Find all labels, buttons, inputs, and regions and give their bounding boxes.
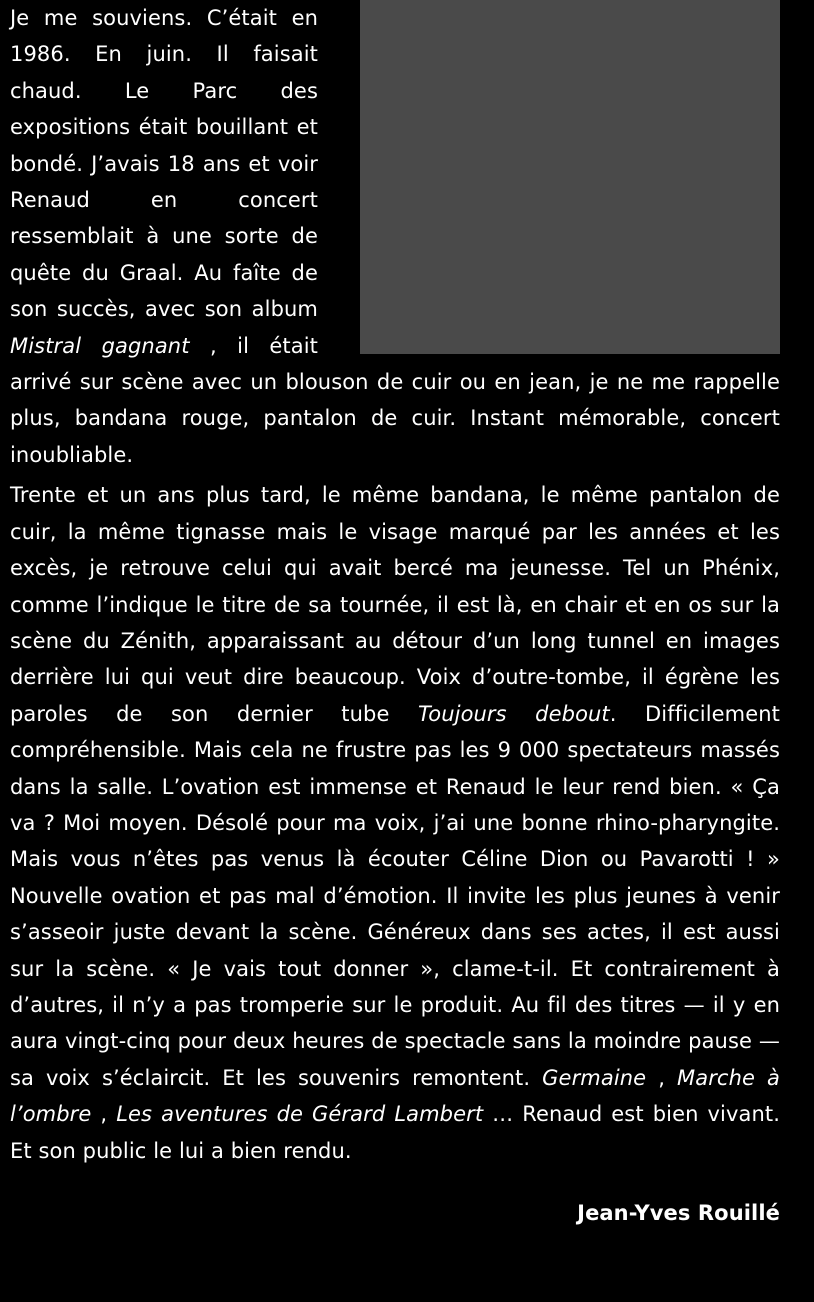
song-title: Les aventures de Gérard Lambert <box>116 1102 484 1127</box>
text-span: , <box>646 1065 678 1090</box>
song-title: Germaine <box>542 1065 647 1090</box>
author-signature: Jean-Yves Rouillé <box>577 1201 780 1225</box>
text-span: … Renaud est bien vivant. Et son public le lui a bien rendu. <box>10 1102 780 1163</box>
text-span: , <box>91 1102 117 1127</box>
text-span: Je me souviens. C’était en 1986. En juin. Il faisait chaud. Le Parc des expositions était bouillant et bondé. J’avais 18 ans et voir Renaud en concert ressemblait à une sorte de quête du Graal. Au faîte de son succès, avec son album <box>10 6 318 322</box>
spacer <box>10 1169 780 1195</box>
paragraph-concert <box>10 477 780 1169</box>
text-span: Trente et un ans plus tard, le même bandana, le même pantalon de cuir, la même tignasse mais le visage marqué par les années et les excès, je retrouve celui qui avait bercé ma jeunesse. Tel un Phénix, comme l’indique le titre de sa tournée, il est là, en chair et en os sur la scène du Zénith, apparaissant au détour d’un long tunnel en images derrière lui qui veut dire beaucoup. Voix d’outre-tombe, il égrène les paroles de son dernier tube <box>10 483 780 726</box>
song-title: Marche à l’ombre <box>10 1065 780 1127</box>
text-span: , il était arrivé sur scène avec un blouson de cuir ou en jean, je ne me rappelle plus, bandana rouge, pantalon de cuir. Instant mémorable, concert inoubliable. <box>10 333 780 467</box>
album-title: Mistral gagnant <box>10 333 190 358</box>
article-body <box>10 0 780 1231</box>
text-span: . Difficilement compréhensible. Mais cela ne frustre pas les 9 000 spectateurs massés dans la salle. L’ovation est immense et Renaud le leur rend bien. « Ça va ? Moi moyen. Désolé pour ma voix, j’ai une bonne rhino-pharyngite. Mais vous n’êtes pas venus là écouter Céline Dion ou Pavarotti ! » Nouvelle ovation et pas mal d’émotion. Il invite les plus jeunes à venir s’asseoir juste devant la scène. Généreux dans ses actes, il est aussi sur la scène. « Je vais tout donner », clame-t-il. Et contrairement à d’autres, il n’y a pas tromperie sur le produit. Au fil des titres — il y en aura vingt-cinq pour deux heures de spectacle sans la moindre pause — sa voix s’éclaircit. Et les souvenirs remontent. <box>10 701 780 1090</box>
song-title: Toujours debout <box>417 701 610 726</box>
article-image <box>360 0 780 354</box>
